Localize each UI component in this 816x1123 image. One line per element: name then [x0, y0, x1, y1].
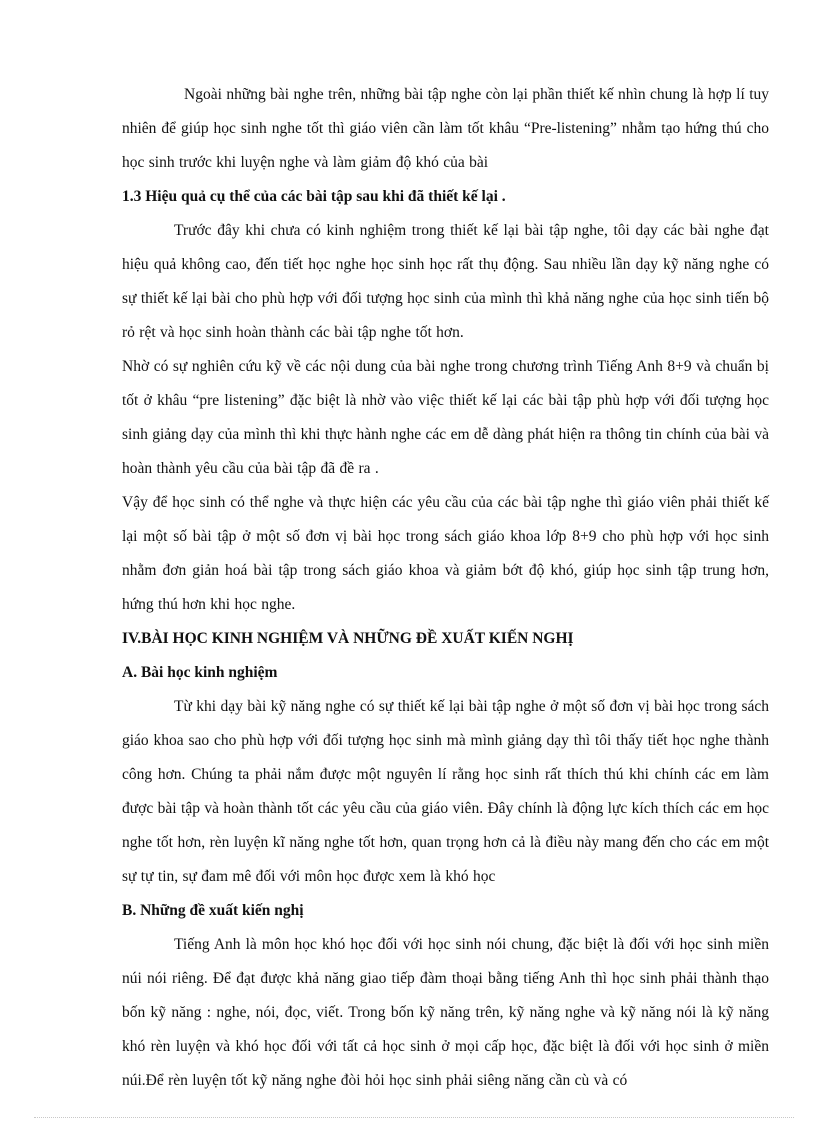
section-heading-1-3: 1.3 Hiệu quả cụ thể của các bài tập sau khi đã thiết kế lại . [122, 188, 506, 205]
paragraph-lessons: Từ khi dạy bài kỹ năng nghe có sự thiết kế lại bài tập nghe ở một số đơn vị bài học trong sách giáo khoa sao cho phù hợp với đối tượng học sinh mà mình giảng dạy thì tôi thấy tiết học nghe thành công hơn. Chúng ta phải nắm được một nguyên lí rằng học sinh rất thích thú khi chính các em làm được bài tập và hoàn thành tốt các yêu cầu của giáo viên. Đây chính là động lực kích thích các em học nghe tốt hơn, rèn luyện kĩ năng nghe tốt hơn, quan trọng hơn cả là điều này mang đến cho các em một sự tự tin, sự đam mê đối với môn học được xem là khó học [122, 698, 769, 885]
paragraph-before-experience: Trước đây khi chưa có kinh nghiệm trong thiết kế lại bài tập nghe, tôi dạy các bài nghe đạt hiệu quả không cao, đến tiết học nghe học sinh học rất thụ động. Sau nhiều lần dạy kỹ năng nghe có sự thiết kế lại bài cho phù hợp với đối tượng học sinh của mình thì khả năng nghe của học sinh tiến bộ rỏ rệt và học sinh hoàn thành các bài tập nghe tốt hơn. [122, 222, 769, 341]
paragraph-proposals: Tiếng Anh là môn học khó học đối với học sinh nói chung, đặc biệt là đối với học sinh miền núi nói riêng. Để đạt được khả năng giao tiếp đàm thoại bằng tiếng Anh thì học sinh phải thành thạo bốn kỹ năng : nghe, nói, đọc, viết. Trong bốn kỹ năng trên, kỹ năng nghe và kỹ năng nói là kỹ năng khó rèn luyện và khó học đối với tất cả học sinh ở mọi cấp học, đặc biệt là đối với học sinh ở miền núi.Để rèn luyện tốt kỹ năng nghe đòi hỏi học sinh phải siêng năng cần cù và có [122, 936, 769, 1089]
paragraph-pre-listening: Ngoài những bài nghe trên, những bài tập nghe còn lại phần thiết kế nhìn chung là hợp lí tuy nhiên để giúp học sinh nghe tốt thì giáo viên cần làm tốt khâu “Pre-listening” nhằm tạo hứng thú cho học sinh trước khi luyện nghe và làm giảm độ khó của bài [122, 86, 769, 171]
section-heading-iv: IV.BÀI HỌC KINH NGHIỆM VÀ NHỮNG ĐỀ XUẤT KIẾN NGHỊ [122, 630, 574, 647]
page-bottom-divider [34, 1117, 794, 1118]
subheading-a: A. Bài học kinh nghiệm [122, 664, 278, 681]
paragraph-research: Nhờ có sự nghiên cứu kỹ về các nội dung của bài nghe trong chương trình Tiếng Anh 8+9 và chuẩn bị tốt ở khâu “pre listening” đặc biệt là nhờ vào việc thiết kế lại các bài tập phù hợp với đối tượng học sinh giảng dạy của mình thì khi thực hành nghe các em dễ dàng phát hiện ra thông tin chính của bài và hoàn thành yêu cầu của bài tập đã đề ra . [122, 358, 769, 477]
paragraph-conclusion: Vậy để học sinh có thể nghe và thực hiện các yêu cầu của các bài tập nghe thì giáo viên phải thiết kế lại một số bài tập ở một số đơn vị bài học trong sách giáo khoa lớp 8+9 cho phù hợp với học sinh nhằm đơn giản hoá bài tập trong sách giáo khoa và giảm bớt độ khó, giúp học sinh tập trung hơn, hứng thú hơn khi học nghe. [122, 494, 769, 613]
subheading-b: B. Những đề xuất kiến nghị [122, 902, 304, 919]
document-body [122, 78, 769, 1098]
